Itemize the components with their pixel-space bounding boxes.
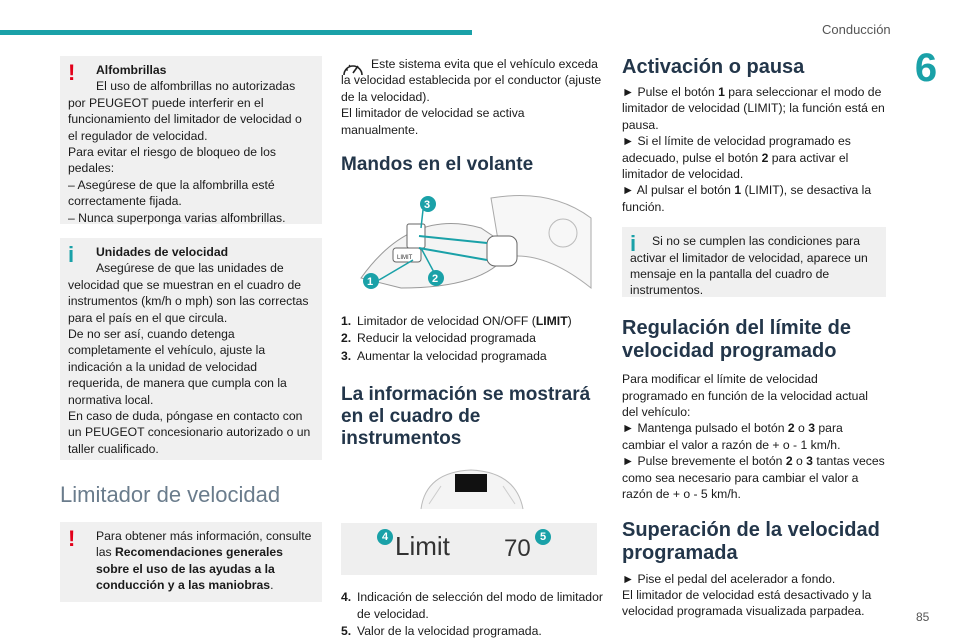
- box-text: El uso de alfombrillas no autorizadas: [96, 79, 296, 94]
- info-box-condiciones: [622, 227, 886, 297]
- intro-text: Este sistema evita que el vehículo exceda la velocidad establecida por el conductor (ajuste de la velocidad).: [341, 57, 602, 104]
- bullet-bold: 1: [718, 85, 725, 99]
- list-item: [341, 348, 603, 364]
- bullet-item: ► Pise el pedal del acelerador a fondo.: [622, 571, 836, 586]
- list-number: 3.: [341, 348, 352, 363]
- column-1: [60, 56, 322, 602]
- list-text: Valor de la velocidad programada.: [357, 624, 542, 639]
- list-text: Aumentar la velocidad programada: [357, 348, 547, 363]
- callout-4: 4: [377, 529, 393, 545]
- callout-3: 3: [424, 199, 431, 212]
- bullet-bold: 1: [734, 183, 742, 198]
- bullet-part: para activar el limitador de velocidad.: [622, 150, 849, 182]
- list-item: [341, 623, 603, 639]
- warning-icon: !: [68, 60, 76, 85]
- box-text: [68, 544, 314, 593]
- info-icon: i: [68, 242, 75, 267]
- bullet-item: [622, 84, 886, 133]
- display-speed-value: 70: [504, 535, 531, 563]
- list-text: [357, 313, 603, 329]
- bullet-part: para cambiar el valor a razón de + o - 1 km/h.: [622, 421, 843, 452]
- bullet-item: [622, 182, 886, 215]
- list-text-bold: LIMIT: [535, 314, 568, 329]
- box-text: por PEUGEOT puede interferir en el funcionamiento del limitador de velocidad o el regulador de velocidad.: [68, 95, 302, 143]
- box-text-part: las: [96, 545, 115, 560]
- box-text-part: .: [270, 578, 274, 593]
- list-number: 2.: [341, 331, 352, 346]
- bullet-bold: 2: [785, 454, 793, 469]
- bullet-bold: 2: [761, 150, 769, 165]
- box-text: Para obtener más información, consulte: [96, 529, 312, 543]
- list-item: [341, 330, 603, 346]
- column-2: [341, 56, 603, 640]
- superacion-text: El limitador de velocidad está desactivado y la velocidad programada visualizada parpadea.: [622, 587, 872, 619]
- box-text-bold: Recomendaciones generales sobre el uso de las ayudas a la conducción y a las maniobras: [96, 545, 283, 593]
- list-text-part: ): [567, 314, 572, 329]
- bullet-part: para seleccionar el modo de limitador de velocidad (LIMIT); la función está en pausa.: [622, 85, 885, 132]
- callout-5: 5: [535, 529, 551, 545]
- bullet-item: [622, 453, 886, 502]
- bullet-part: ► Al pulsar el botón: [622, 183, 735, 198]
- intro-block: [341, 56, 603, 138]
- bullet-item: [622, 420, 886, 453]
- section-heading-limitador: Limitador de velocidad: [60, 482, 281, 507]
- callout-2: 2: [432, 273, 439, 286]
- box-title: Alfombrillas: [96, 63, 167, 77]
- box-text: Si no se cumplen las condiciones para activar el limitador de velocidad, aparece un mensaje en la pantalla del cuadro de instrumentos.: [630, 234, 868, 298]
- box-text: De no ser así, cuando detenga completamente el vehículo, ajuste la indicación a la unidad de velocidad requerida, de manera que cumpla con la normativa local.: [68, 327, 287, 407]
- bullet-part: o: [794, 421, 809, 436]
- list-number: 5.: [341, 624, 352, 639]
- box-text: En caso de duda, póngase en contacto con un PEUGEOT concesionario autorizado o un taller cualificado.: [68, 409, 311, 456]
- heading-mandos: Mandos en el volante: [341, 154, 534, 176]
- bullet-part: (LIMIT), se desactiva la función.: [622, 183, 872, 214]
- box-title: Unidades de velocidad: [96, 245, 229, 259]
- box-text: Asegúrese de que las unidades de: [96, 261, 284, 276]
- info-box-unidades: [60, 238, 322, 460]
- heading-superacion: Superación de la velocidad programada: [622, 518, 880, 564]
- bullet-item: [622, 133, 886, 182]
- display-limit-text: Limit: [395, 531, 450, 562]
- section-title: Conducción: [822, 22, 891, 37]
- steering-wheel-controls-illustration: [341, 188, 603, 298]
- heading-activacion: Activación o pausa: [622, 56, 805, 78]
- info-icon: i: [630, 231, 637, 257]
- callout-1: 1: [367, 276, 374, 289]
- list-number: 4.: [341, 590, 352, 605]
- cluster-display: [341, 523, 597, 575]
- column-3: [622, 56, 886, 620]
- box-text: – Nunca superponga varias alfombrillas.: [68, 210, 286, 225]
- bullet-bold: 3: [806, 454, 813, 469]
- bullet-part: ► Pulse el botón: [622, 85, 719, 99]
- list-text-part: Limitador de velocidad ON/OFF (: [357, 314, 536, 329]
- list-text: Reducir la velocidad programada: [357, 331, 536, 346]
- instrument-cluster-illustration: [341, 464, 603, 514]
- regulacion-intro: Para modificar el límite de velocidad programado en función de la velocidad actual del vehículo:: [622, 372, 868, 420]
- bullet-part: tantas veces como sea necesario para cambiar el valor a razón de + o - 5 km/h.: [622, 454, 885, 502]
- list-number: 1.: [341, 314, 352, 329]
- bullet-part: o: [792, 454, 807, 469]
- display-list: [341, 589, 603, 639]
- bullet-bold: 2: [787, 421, 795, 436]
- heading-regulacion: Regulación del límite de velocidad programado: [622, 317, 851, 363]
- warning-box-alfombrillas: [60, 56, 322, 224]
- page-number: 85: [916, 610, 930, 624]
- bullet-part: ► Pulse brevemente el botón: [622, 454, 786, 469]
- box-text: velocidad que se muestran en el cuadro de instrumentos (km/h o mph) son las correctas para el país en el que circula.: [68, 277, 309, 325]
- warning-icon: !: [68, 526, 76, 551]
- speed-limiter-icon: [341, 58, 365, 82]
- list-item: [341, 589, 603, 622]
- list-item: [341, 313, 603, 329]
- box-text: Para evitar el riesgo de bloqueo de los pedales:: [68, 145, 276, 176]
- steering-limit-label: LIMIT: [397, 255, 413, 262]
- bullet-part: ► Mantenga pulsado el botón: [622, 421, 788, 436]
- chapter-number: 6: [914, 46, 938, 90]
- intro-text: El limitador de velocidad se activa manualmente.: [341, 106, 525, 137]
- warning-box-recomendaciones: [60, 522, 322, 602]
- top-accent-bar: [0, 30, 472, 35]
- box-text: – Asegúrese de que la alfombrilla esté correctamente fijada.: [68, 177, 275, 209]
- controls-list: [341, 313, 603, 364]
- bullet-bold: 3: [808, 421, 816, 436]
- list-text: Indicación de selección del modo de limitador de velocidad.: [357, 590, 603, 621]
- heading-informacion: La información se mostrará en el cuadro de instrumentos: [341, 384, 591, 450]
- bullet-part: ► Si el límite de velocidad programado es adecuado, pulse el botón: [622, 134, 851, 165]
